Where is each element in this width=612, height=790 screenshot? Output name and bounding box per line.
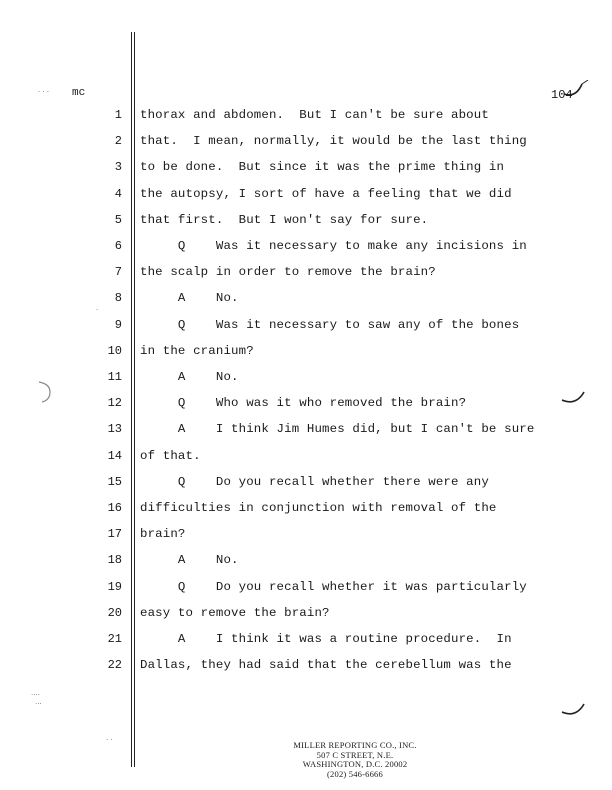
transcript-line bbox=[0, 632, 612, 652]
transcript-line bbox=[0, 318, 612, 338]
line-text: difficulties in conjunction with removal of the bbox=[140, 501, 497, 515]
line-text: the scalp in order to remove the brain? bbox=[140, 265, 436, 280]
line-number: 5 bbox=[114, 212, 122, 227]
transcript-line bbox=[0, 449, 612, 469]
line-text: A No. bbox=[140, 291, 239, 306]
line-text: A No. bbox=[140, 553, 239, 568]
line-number: 6 bbox=[114, 239, 122, 253]
transcript-line bbox=[0, 108, 612, 128]
line-number: 18 bbox=[107, 553, 122, 568]
transcript-line bbox=[0, 475, 612, 495]
line-number: 15 bbox=[107, 474, 122, 489]
line-number: 2 bbox=[114, 134, 122, 149]
line-text: the autopsy, I sort of have a feeling that we did bbox=[140, 186, 512, 201]
transcript-line bbox=[0, 580, 612, 600]
line-text: A I think Jim Humes did, but I can't be sure bbox=[140, 422, 535, 437]
scan-mark: · · bbox=[106, 736, 113, 744]
transcript-line bbox=[0, 422, 612, 442]
footer-city: WASHINGTON, D.C. 20002 bbox=[302, 759, 408, 770]
footer-phone: (202) 546-6666 bbox=[327, 768, 383, 779]
scan-mark: · · · bbox=[38, 88, 50, 96]
line-text: A I think it was a routine procedure. In bbox=[140, 632, 512, 646]
transcript-line bbox=[0, 265, 612, 285]
transcript-line bbox=[0, 370, 612, 390]
line-text: that. I mean, normally, it would be the last thing bbox=[140, 134, 527, 149]
line-number: 3 bbox=[114, 160, 122, 175]
line-text: Q Was it necessary to make any incisions in bbox=[140, 239, 527, 253]
transcript-line bbox=[0, 606, 612, 626]
scan-mark: ···· bbox=[31, 691, 40, 699]
line-text: Q Do you recall whether it was particularly bbox=[140, 579, 527, 594]
reporter-initials: mc bbox=[72, 87, 86, 99]
line-number: 9 bbox=[114, 317, 122, 332]
line-text: Q Do you recall whether there were any bbox=[140, 474, 489, 489]
line-text: of that. bbox=[140, 448, 201, 463]
line-number: 16 bbox=[107, 501, 122, 515]
transcript-line bbox=[0, 187, 612, 207]
line-number: 10 bbox=[107, 343, 122, 358]
transcript-line bbox=[0, 134, 612, 154]
line-text: Q Was it necessary to saw any of the bones bbox=[140, 317, 520, 332]
line-number: 13 bbox=[107, 422, 122, 437]
transcript-line bbox=[0, 658, 612, 678]
scan-mark: ··· bbox=[35, 700, 42, 708]
page-number: 104 bbox=[551, 88, 573, 102]
line-text: in the cranium? bbox=[140, 343, 254, 358]
transcript-line bbox=[0, 239, 612, 259]
line-number: 12 bbox=[107, 396, 122, 411]
line-number: 1 bbox=[114, 108, 122, 122]
transcript-line bbox=[0, 213, 612, 233]
line-number: 8 bbox=[114, 291, 122, 306]
transcript-line bbox=[0, 344, 612, 364]
binding-mark bbox=[560, 700, 590, 724]
line-text: Dallas, they had said that the cerebellum was the bbox=[140, 658, 512, 673]
line-number: 22 bbox=[107, 658, 122, 673]
line-number: 4 bbox=[114, 186, 122, 201]
line-number: 21 bbox=[107, 632, 122, 646]
transcript-line bbox=[0, 291, 612, 311]
line-text: brain? bbox=[140, 527, 186, 542]
transcript-line bbox=[0, 527, 612, 547]
line-number: 11 bbox=[107, 370, 122, 384]
line-text: to be done. But since it was the prime thing in bbox=[140, 160, 505, 175]
footer-company: MILLER REPORTING CO., INC. bbox=[293, 740, 417, 750]
line-text: Q Who was it who removed the brain? bbox=[140, 396, 467, 411]
reporter-footer bbox=[270, 741, 440, 779]
scan-mark: · bbox=[96, 306, 99, 314]
line-text: easy to remove the brain? bbox=[140, 605, 330, 620]
line-number: 7 bbox=[114, 265, 122, 280]
transcript-line bbox=[0, 553, 612, 573]
line-number: 19 bbox=[107, 579, 122, 594]
line-text: thorax and abdomen. But I can't be sure about bbox=[140, 108, 489, 122]
footer-street: 507 C STREET, N.E. bbox=[316, 749, 394, 760]
line-text: A No. bbox=[140, 370, 239, 384]
transcript-line bbox=[0, 396, 612, 416]
line-number: 20 bbox=[107, 605, 122, 620]
line-text: that first. But I won't say for sure. bbox=[140, 212, 429, 227]
transcript-line bbox=[0, 160, 612, 180]
line-number: 17 bbox=[107, 527, 122, 542]
transcript-line bbox=[0, 501, 612, 521]
line-number: 14 bbox=[107, 448, 122, 463]
